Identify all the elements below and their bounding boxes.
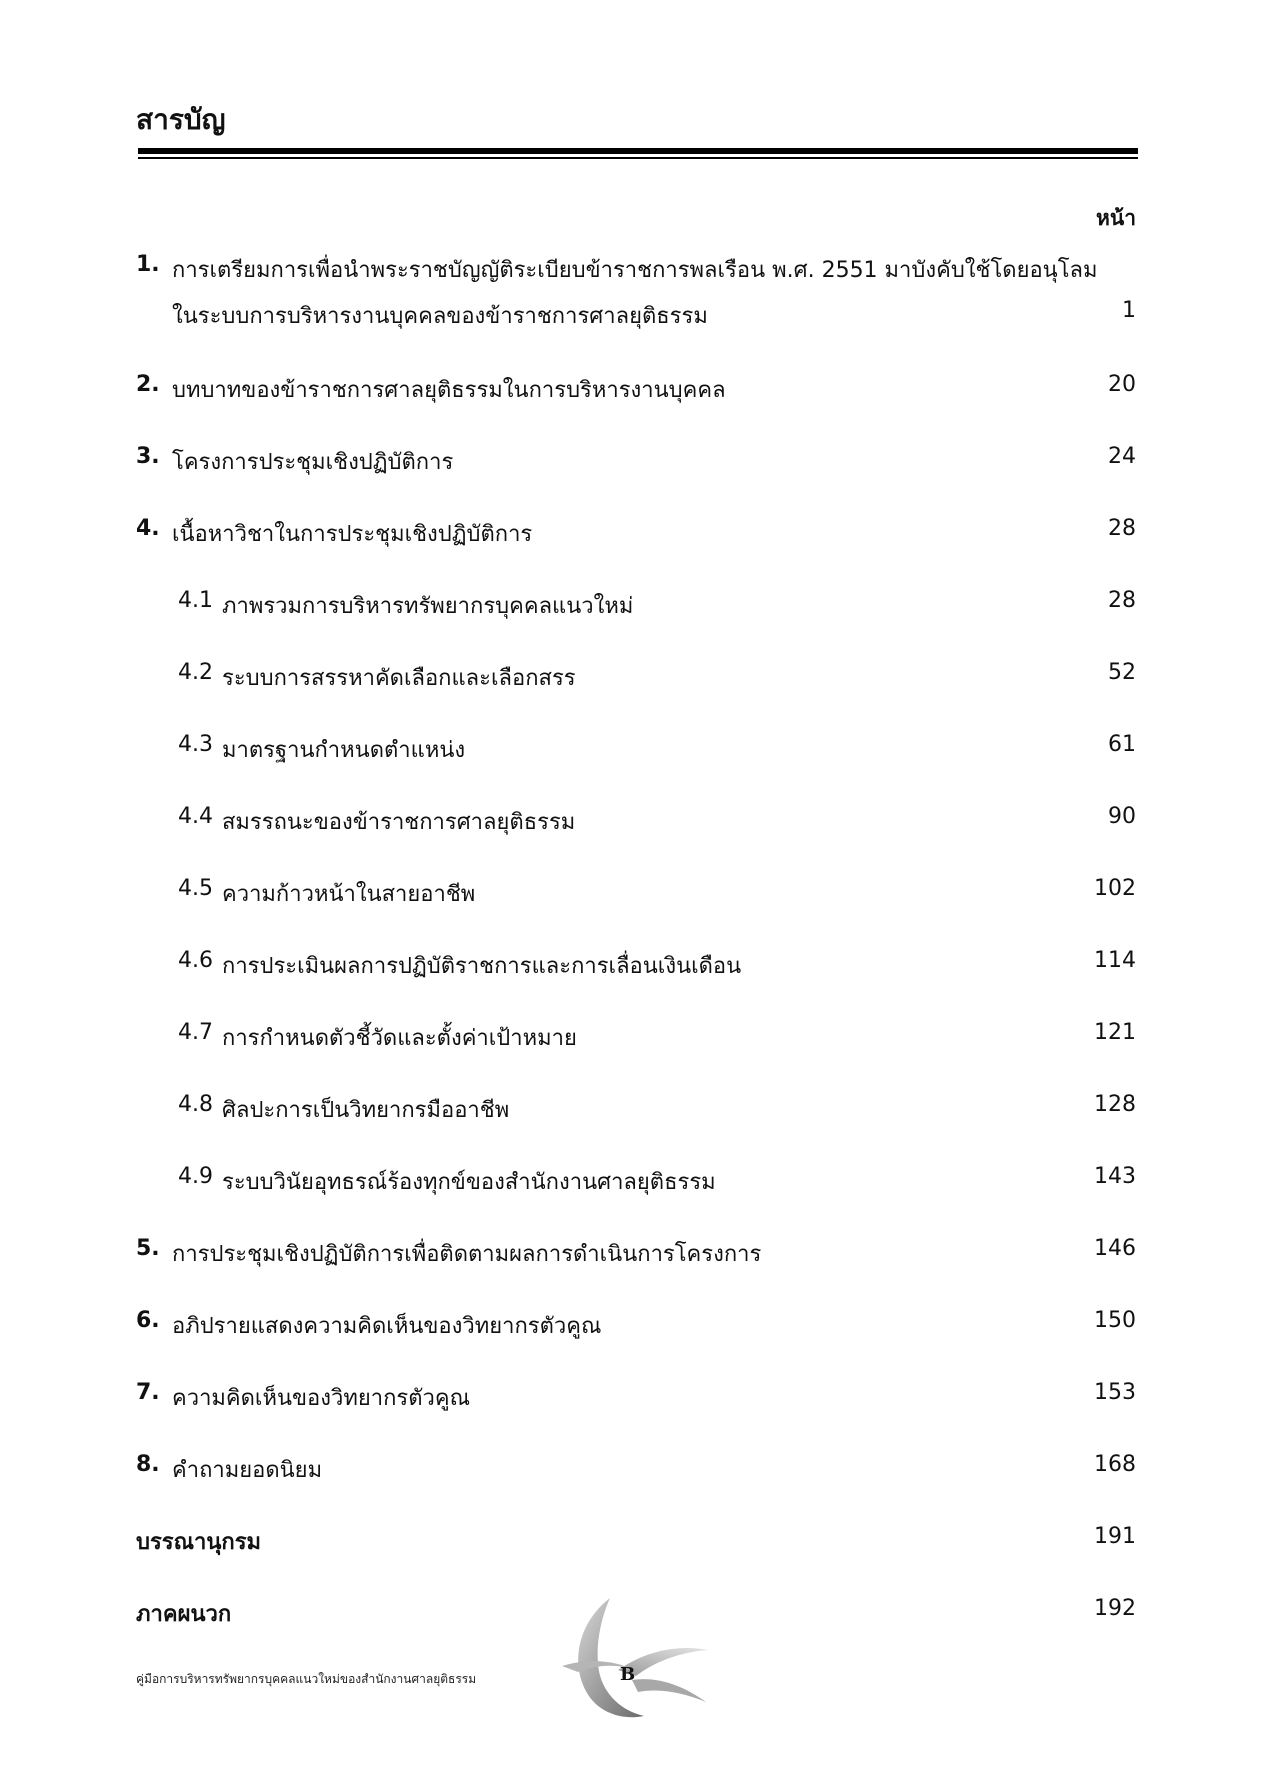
toc-subentry-title: ศิลปะการเป็นวิทยากรมืออาชีพ (222, 1098, 510, 1123)
toc-entry-page: 24 (1108, 444, 1136, 469)
swoosh-logo-icon (548, 1592, 712, 1722)
toc-subentry-title: การประเมินผลการปฏิบัติราชการและการเลื่อนเงินเดือน (222, 954, 742, 979)
toc-entry-number: 3. (136, 444, 160, 469)
toc-entry-number: 7. (136, 1380, 160, 1405)
toc-subentry-number: 4.3 (178, 732, 213, 757)
toc-entry-title: บทบาทของข้าราชการศาลยุติธรรมในการบริหารงานบุคคล (172, 378, 726, 403)
toc-subentry-number: 4.5 (178, 876, 213, 901)
toc-entry-title: การประชุมเชิงปฏิบัติการเพื่อติดตามผลการดำเนินการโครงการ (172, 1242, 762, 1267)
toc-entry-number: 2. (136, 372, 160, 397)
toc-subentry-title: ภาพรวมการบริหารทรัพยากรบุคคลแนวใหม่ (222, 594, 634, 619)
toc-subentry-number: 4.7 (178, 1020, 213, 1045)
toc-entry-page: 150 (1094, 1308, 1136, 1333)
toc-subentry-number: 4.2 (178, 660, 213, 685)
toc-back-title: ภาคผนวก (136, 1602, 232, 1627)
toc-back-page: 191 (1094, 1524, 1136, 1549)
toc-subentry-number: 4.4 (178, 804, 213, 829)
toc-subentry-page: 143 (1094, 1164, 1136, 1189)
toc-subentry-page: 90 (1108, 804, 1136, 829)
toc-back-page: 192 (1094, 1596, 1136, 1621)
toc-entry-title: เนื้อหาวิชาในการประชุมเชิงปฏิบัติการ (172, 522, 533, 547)
toc-subentry-title: มาตรฐานกำหนดตำแหน่ง (222, 738, 466, 763)
page-title: สารบัญ (136, 103, 226, 136)
toc-entry-number: 1. (136, 252, 160, 277)
toc-subentry-number: 4.9 (178, 1164, 213, 1189)
toc-entry-page: 28 (1108, 516, 1136, 541)
toc-subentry-page: 128 (1094, 1092, 1136, 1117)
toc-back-title: บรรณานุกรม (136, 1530, 262, 1555)
toc-subentry-page: 28 (1108, 588, 1136, 613)
toc-subentry-title: ระบบการสรรหาคัดเลือกและเลือกสรร (222, 666, 576, 691)
toc-entry-title: อภิปรายแสดงความคิดเห็นของวิทยากรตัวคูณ (172, 1314, 602, 1339)
toc-entry-title: การเตรียมการเพื่อนำพระราชบัญญัติระเบียบข้าราชการพลเรือน พ.ศ. 2551 มาบังคับใช้โดยอนุโลม (172, 258, 1098, 283)
footer-book-title: คู่มือการบริหารทรัพยากรบุคคลแนวใหม่ของสำนักงานศาลยุติธรรม (136, 1672, 477, 1686)
toc-entry-page: 146 (1094, 1236, 1136, 1261)
toc-entry-title-line2: ในระบบการบริหารงานบุคคลของข้าราชการศาลยุติธรรม (172, 304, 708, 329)
toc-entry-page: 153 (1094, 1380, 1136, 1405)
toc-entry-page: 20 (1108, 372, 1136, 397)
toc-subentry-number: 4.8 (178, 1092, 213, 1117)
toc-entry-title: ความคิดเห็นของวิทยากรตัวคูณ (172, 1386, 470, 1411)
toc-entry-title: โครงการประชุมเชิงปฏิบัติการ (172, 450, 454, 475)
footer-page-letter: B (620, 1664, 636, 1685)
toc-subentry-title: สมรรถนะของข้าราชการศาลยุติธรรม (222, 810, 576, 835)
toc-entry-number: 5. (136, 1236, 160, 1261)
toc-subentry-number: 4.1 (178, 588, 213, 613)
toc-entry-page: 1 (1122, 298, 1136, 323)
toc-entry-number: 8. (136, 1452, 160, 1477)
toc-entry-page: 168 (1094, 1452, 1136, 1477)
toc-subentry-page: 102 (1094, 876, 1136, 901)
toc-subentry-title: ระบบวินัยอุทธรณ์ร้องทุกข์ของสำนักงานศาลยุติธรรม (222, 1170, 716, 1195)
toc-subentry-title: ความก้าวหน้าในสายอาชีพ (222, 882, 476, 907)
toc-subentry-page: 52 (1108, 660, 1136, 685)
toc-entry-title: คำถามยอดนิยม (172, 1458, 323, 1483)
toc-subentry-page: 114 (1094, 948, 1136, 973)
toc-subentry-title: การกำหนดตัวชี้วัดและตั้งค่าเป้าหมาย (222, 1026, 577, 1051)
toc-subentry-number: 4.6 (178, 948, 213, 973)
toc-subentry-page: 61 (1108, 732, 1136, 757)
toc-subentry-page: 121 (1094, 1020, 1136, 1045)
toc-entry-number: 6. (136, 1308, 160, 1333)
page-column-header: หน้า (1096, 206, 1136, 230)
toc-entry-number: 4. (136, 516, 160, 541)
